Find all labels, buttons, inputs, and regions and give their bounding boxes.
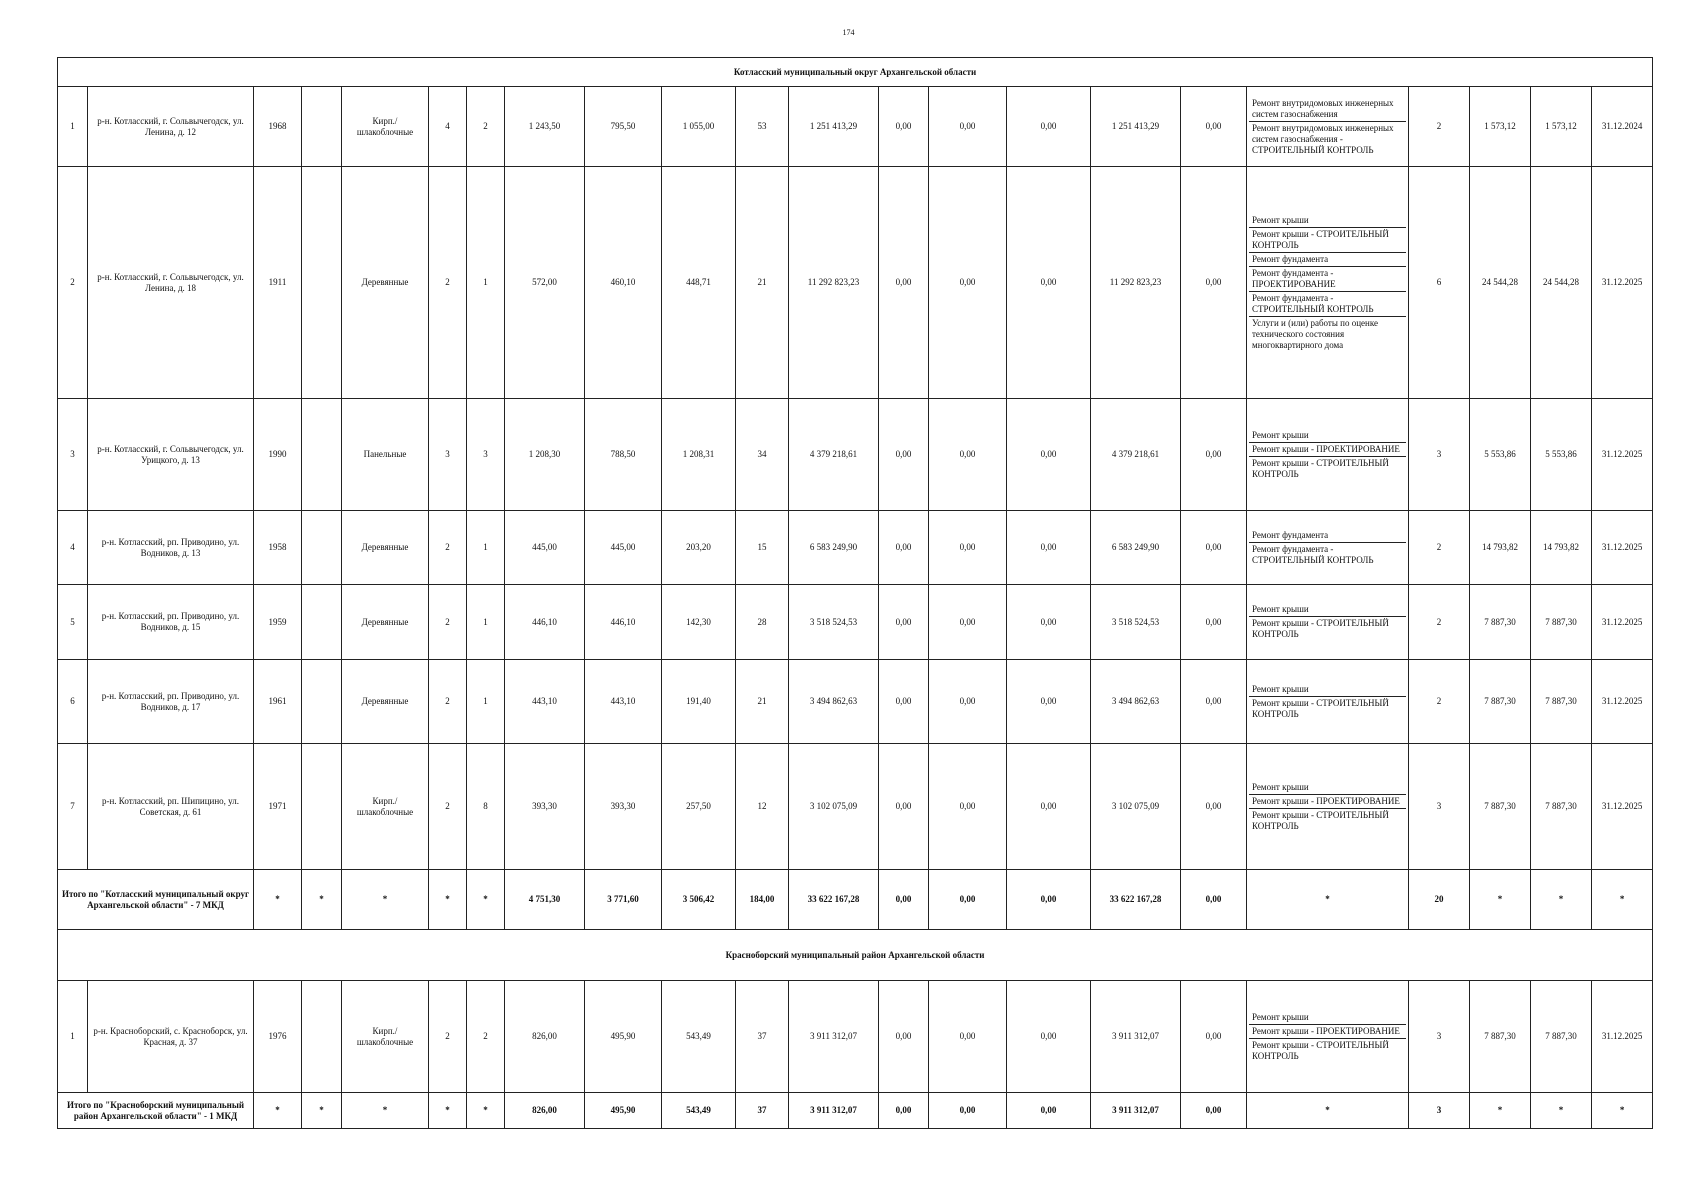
- total-fund-owners: 3 911 312,07: [1091, 1093, 1181, 1129]
- works-count-cell: 3: [1409, 744, 1470, 870]
- total-cell: *: [302, 870, 342, 930]
- total-label: Итого по "Котласский муниципальный округ Архангельской области" - 7 МКД: [58, 870, 254, 930]
- total-works: *: [1247, 870, 1409, 930]
- total-cell: *: [342, 870, 429, 930]
- wall-material-cell: Кирп./ шлакоблочные: [342, 87, 429, 167]
- year-rec-cell: [302, 744, 342, 870]
- works-cell: [1247, 87, 1409, 167]
- work-item: Услуги и (или) работы по оценке технического состояния многоквартирного дома: [1252, 317, 1378, 350]
- total-row: [58, 1093, 1653, 1129]
- year-rec-cell: [302, 399, 342, 511]
- wall-material-cell: Деревянные: [342, 585, 429, 660]
- works-cell: [1247, 167, 1409, 399]
- work-item: Ремонт крыши - ПРОЕКТИРОВАНИЕ: [1249, 1025, 1406, 1039]
- fund-owners-cell: 3 494 862,63: [1091, 660, 1181, 744]
- total-fund-fed: 0,00: [879, 1093, 929, 1129]
- fund-fed-cell: 0,00: [879, 167, 929, 399]
- work-item: Ремонт крыши - ПРОЕКТИРОВАНИЕ: [1249, 795, 1406, 809]
- cost-total-cell: 3 494 862,63: [789, 660, 879, 744]
- fund-reg-cell: 0,00: [929, 167, 1007, 399]
- total-cell: *: [254, 1093, 302, 1129]
- year-rec-cell: [302, 87, 342, 167]
- year-cell: 1961: [254, 660, 302, 744]
- work-item: Ремонт крыши - ПРОЕКТИРОВАНИЕ: [1249, 443, 1406, 457]
- total-label: Итого по "Красноборский муниципальный район Архангельской области" - 1 МКД: [58, 1093, 254, 1129]
- work-item: Ремонт крыши - СТРОИТЕЛЬНЫЙ КОНТРОЛЬ: [1252, 697, 1389, 719]
- year-rec-cell: [302, 167, 342, 399]
- area-total-cell: 393,30: [505, 744, 585, 870]
- fund-owners-cell: 4 379 218,61: [1091, 399, 1181, 511]
- address-cell: р-н. Котласский, г. Сольвычегодск, ул. Ленина, д. 12: [88, 87, 254, 167]
- max-cost-cell: 7 887,30: [1531, 981, 1592, 1093]
- area-living2-cell: 191,40: [662, 660, 736, 744]
- year-cell: 1958: [254, 511, 302, 585]
- work-item: Ремонт крыши - СТРОИТЕЛЬНЫЙ КОНТРОЛЬ: [1252, 457, 1389, 479]
- residents-cell: 53: [736, 87, 789, 167]
- wall-material-cell: Деревянные: [342, 167, 429, 399]
- section-title: Красноборский муниципальный район Архангельской области: [58, 930, 1653, 981]
- deadline-cell: 31.12.2025: [1592, 981, 1653, 1093]
- area-total-cell: 446,10: [505, 585, 585, 660]
- year-cell: 1959: [254, 585, 302, 660]
- fund-owners-cell: 6 583 249,90: [1091, 511, 1181, 585]
- fund-reg-cell: 0,00: [929, 660, 1007, 744]
- max-cost-cell: 1 573,12: [1531, 87, 1592, 167]
- area-living2-cell: 543,49: [662, 981, 736, 1093]
- entrances-cell: 8: [467, 744, 505, 870]
- area-living-cell: 460,10: [585, 167, 662, 399]
- table-row: [58, 660, 1653, 744]
- work-item: Ремонт крыши - СТРОИТЕЛЬНЫЙ КОНТРОЛЬ: [1249, 228, 1406, 253]
- total-fund-fed: 0,00: [879, 870, 929, 930]
- fund-other-cell: 0,00: [1181, 399, 1247, 511]
- total-fund-mun: 0,00: [1007, 870, 1091, 930]
- works-cell: [1247, 660, 1409, 744]
- residents-cell: 21: [736, 660, 789, 744]
- deadline-cell: 31.12.2025: [1592, 585, 1653, 660]
- total-cell: *: [302, 1093, 342, 1129]
- work-item: Ремонт крыши: [1249, 781, 1406, 795]
- works-count-cell: 2: [1409, 511, 1470, 585]
- total-area-total: 826,00: [505, 1093, 585, 1129]
- fund-mun-cell: 0,00: [1007, 399, 1091, 511]
- unit-cost-cell: 7 887,30: [1470, 660, 1531, 744]
- work-item: Ремонт крыши - СТРОИТЕЛЬНЫЙ КОНТРОЛЬ: [1252, 1039, 1389, 1061]
- section-header-row: [58, 58, 1653, 87]
- wall-material-cell: Кирп./ шлакоблочные: [342, 981, 429, 1093]
- total-fund-other: 0,00: [1181, 1093, 1247, 1129]
- year-rec-cell: [302, 511, 342, 585]
- works-count-cell: 3: [1409, 981, 1470, 1093]
- row-number: 4: [58, 511, 88, 585]
- floors-cell: 2: [429, 660, 467, 744]
- cost-total-cell: 1 251 413,29: [789, 87, 879, 167]
- unit-cost-cell: 14 793,82: [1470, 511, 1531, 585]
- fund-mun-cell: 0,00: [1007, 167, 1091, 399]
- floors-cell: 2: [429, 981, 467, 1093]
- address-cell: р-н. Котласский, рп. Приводино, ул. Водников, д. 17: [88, 660, 254, 744]
- year-rec-cell: [302, 660, 342, 744]
- total-area-living2: 3 506,42: [662, 870, 736, 930]
- total-fund-other: 0,00: [1181, 870, 1247, 930]
- entrances-cell: 1: [467, 585, 505, 660]
- total-cell: *: [342, 1093, 429, 1129]
- area-living2-cell: 203,20: [662, 511, 736, 585]
- residents-cell: 15: [736, 511, 789, 585]
- year-cell: 1976: [254, 981, 302, 1093]
- fund-other-cell: 0,00: [1181, 981, 1247, 1093]
- fund-reg-cell: 0,00: [929, 981, 1007, 1093]
- area-living-cell: 495,90: [585, 981, 662, 1093]
- total-fund-reg: 0,00: [929, 1093, 1007, 1129]
- total-area-living: 495,90: [585, 1093, 662, 1129]
- fund-fed-cell: 0,00: [879, 585, 929, 660]
- cost-total-cell: 4 379 218,61: [789, 399, 879, 511]
- fund-owners-cell: 3 911 312,07: [1091, 981, 1181, 1093]
- floors-cell: 4: [429, 87, 467, 167]
- fund-mun-cell: 0,00: [1007, 585, 1091, 660]
- year-cell: 1968: [254, 87, 302, 167]
- total-deadline: *: [1592, 870, 1653, 930]
- area-total-cell: 443,10: [505, 660, 585, 744]
- cost-total-cell: 11 292 823,23: [789, 167, 879, 399]
- works-count-cell: 2: [1409, 660, 1470, 744]
- unit-cost-cell: 7 887,30: [1470, 585, 1531, 660]
- entrances-cell: 1: [467, 660, 505, 744]
- work-item: Ремонт фундамента: [1249, 529, 1406, 543]
- unit-cost-cell: 7 887,30: [1470, 981, 1531, 1093]
- work-item: Ремонт крыши - СТРОИТЕЛЬНЫЙ КОНТРОЛЬ: [1252, 618, 1389, 639]
- entrances-cell: 2: [467, 87, 505, 167]
- fund-fed-cell: 0,00: [879, 744, 929, 870]
- address-cell: р-н. Котласский, рп. Приводино, ул. Водников, д. 13: [88, 511, 254, 585]
- area-living-cell: 445,00: [585, 511, 662, 585]
- wall-material-cell: Кирп./ шлакоблочные: [342, 744, 429, 870]
- work-item: Ремонт крыши: [1249, 1011, 1406, 1025]
- entrances-cell: 1: [467, 511, 505, 585]
- total-max-cost: *: [1531, 870, 1592, 930]
- works-cell: [1247, 981, 1409, 1093]
- fund-mun-cell: 0,00: [1007, 981, 1091, 1093]
- floors-cell: 2: [429, 744, 467, 870]
- address-cell: р-н. Котласский, рп. Шипицино, ул. Советская, д. 61: [88, 744, 254, 870]
- row-number: 5: [58, 585, 88, 660]
- wall-material-cell: Деревянные: [342, 511, 429, 585]
- section-title: Котласский муниципальный округ Архангельской области: [58, 58, 1653, 87]
- work-item: Ремонт внутридомовых инженерных систем газоснабжения - СТРОИТЕЛЬНЫЙ КОНТРОЛЬ: [1252, 122, 1394, 155]
- fund-other-cell: 0,00: [1181, 660, 1247, 744]
- work-item: Ремонт фундамента - ПРОЕКТИРОВАНИЕ: [1249, 267, 1406, 292]
- area-living-cell: 443,10: [585, 660, 662, 744]
- fund-other-cell: 0,00: [1181, 585, 1247, 660]
- area-total-cell: 826,00: [505, 981, 585, 1093]
- row-number: 1: [58, 981, 88, 1093]
- address-cell: р-н. Котласский, г. Сольвычегодск, ул. Ленина, д. 18: [88, 167, 254, 399]
- fund-owners-cell: 3 518 524,53: [1091, 585, 1181, 660]
- address-cell: р-н. Котласский, рп. Приводино, ул. Водников, д. 15: [88, 585, 254, 660]
- residents-cell: 34: [736, 399, 789, 511]
- total-fund-mun: 0,00: [1007, 1093, 1091, 1129]
- table-row: [58, 399, 1653, 511]
- cost-total-cell: 3 911 312,07: [789, 981, 879, 1093]
- area-living2-cell: 448,71: [662, 167, 736, 399]
- total-cell: *: [254, 870, 302, 930]
- row-number: 2: [58, 167, 88, 399]
- table-row: [58, 744, 1653, 870]
- max-cost-cell: 7 887,30: [1531, 660, 1592, 744]
- area-total-cell: 572,00: [505, 167, 585, 399]
- cost-total-cell: 3 518 524,53: [789, 585, 879, 660]
- area-living2-cell: 142,30: [662, 585, 736, 660]
- fund-reg-cell: 0,00: [929, 585, 1007, 660]
- table-row: [58, 585, 1653, 660]
- work-item: Ремонт фундамента - СТРОИТЕЛЬНЫЙ КОНТРОЛЬ: [1252, 543, 1374, 565]
- total-row: [58, 870, 1653, 930]
- deadline-cell: 31.12.2024: [1592, 87, 1653, 167]
- total-works-count: 3: [1409, 1093, 1470, 1129]
- works-count-cell: 2: [1409, 585, 1470, 660]
- total-cell: *: [429, 870, 467, 930]
- area-total-cell: 1 243,50: [505, 87, 585, 167]
- fund-owners-cell: 11 292 823,23: [1091, 167, 1181, 399]
- max-cost-cell: 14 793,82: [1531, 511, 1592, 585]
- entrances-cell: 3: [467, 399, 505, 511]
- work-item: Ремонт крыши - СТРОИТЕЛЬНЫЙ КОНТРОЛЬ: [1252, 809, 1389, 831]
- year-rec-cell: [302, 585, 342, 660]
- year-cell: 1911: [254, 167, 302, 399]
- area-living2-cell: 257,50: [662, 744, 736, 870]
- fund-owners-cell: 1 251 413,29: [1091, 87, 1181, 167]
- total-unit-cost: *: [1470, 1093, 1531, 1129]
- works-cell: [1247, 399, 1409, 511]
- total-unit-cost: *: [1470, 870, 1531, 930]
- fund-owners-cell: 3 102 075,09: [1091, 744, 1181, 870]
- year-cell: 1971: [254, 744, 302, 870]
- row-number: 7: [58, 744, 88, 870]
- fund-reg-cell: 0,00: [929, 744, 1007, 870]
- deadline-cell: 31.12.2025: [1592, 660, 1653, 744]
- total-cell: *: [467, 1093, 505, 1129]
- work-item: Ремонт фундамента: [1249, 253, 1406, 267]
- total-works: *: [1247, 1093, 1409, 1129]
- cost-total-cell: 3 102 075,09: [789, 744, 879, 870]
- residents-cell: 28: [736, 585, 789, 660]
- work-item: Ремонт фундамента - СТРОИТЕЛЬНЫЙ КОНТРОЛЬ: [1249, 292, 1406, 317]
- floors-cell: 2: [429, 585, 467, 660]
- row-number: 3: [58, 399, 88, 511]
- fund-fed-cell: 0,00: [879, 399, 929, 511]
- deadline-cell: 31.12.2025: [1592, 744, 1653, 870]
- max-cost-cell: 7 887,30: [1531, 585, 1592, 660]
- total-cost: 33 622 167,28: [789, 870, 879, 930]
- total-cell: *: [429, 1093, 467, 1129]
- work-item: Ремонт крыши: [1249, 214, 1406, 228]
- fund-reg-cell: 0,00: [929, 511, 1007, 585]
- address-cell: р-н. Красноборский, с. Красноборск, ул. Красная, д. 37: [88, 981, 254, 1093]
- fund-other-cell: 0,00: [1181, 87, 1247, 167]
- works-cell: [1247, 744, 1409, 870]
- unit-cost-cell: 7 887,30: [1470, 744, 1531, 870]
- table-row: [58, 87, 1653, 167]
- fund-mun-cell: 0,00: [1007, 511, 1091, 585]
- total-residents: 184,00: [736, 870, 789, 930]
- fund-other-cell: 0,00: [1181, 511, 1247, 585]
- area-living2-cell: 1 055,00: [662, 87, 736, 167]
- total-fund-owners: 33 622 167,28: [1091, 870, 1181, 930]
- area-total-cell: 445,00: [505, 511, 585, 585]
- deadline-cell: 31.12.2025: [1592, 511, 1653, 585]
- fund-mun-cell: 0,00: [1007, 87, 1091, 167]
- area-living-cell: 788,50: [585, 399, 662, 511]
- cost-total-cell: 6 583 249,90: [789, 511, 879, 585]
- unit-cost-cell: 24 544,28: [1470, 167, 1531, 399]
- fund-fed-cell: 0,00: [879, 511, 929, 585]
- total-deadline: *: [1592, 1093, 1653, 1129]
- area-living-cell: 795,50: [585, 87, 662, 167]
- fund-other-cell: 0,00: [1181, 167, 1247, 399]
- residents-cell: 21: [736, 167, 789, 399]
- wall-material-cell: Деревянные: [342, 660, 429, 744]
- address-cell: р-н. Котласский, г. Сольвычегодск, ул. Урицкого, д. 13: [88, 399, 254, 511]
- entrances-cell: 1: [467, 167, 505, 399]
- area-living-cell: 393,30: [585, 744, 662, 870]
- floors-cell: 2: [429, 511, 467, 585]
- total-cost: 3 911 312,07: [789, 1093, 879, 1129]
- area-living2-cell: 1 208,31: [662, 399, 736, 511]
- year-rec-cell: [302, 981, 342, 1093]
- area-total-cell: 1 208,30: [505, 399, 585, 511]
- total-area-living2: 543,49: [662, 1093, 736, 1129]
- repair-program-table: [57, 57, 1653, 1129]
- table-row: [58, 511, 1653, 585]
- total-area-total: 4 751,30: [505, 870, 585, 930]
- total-residents: 37: [736, 1093, 789, 1129]
- fund-reg-cell: 0,00: [929, 399, 1007, 511]
- entrances-cell: 2: [467, 981, 505, 1093]
- works-cell: [1247, 585, 1409, 660]
- total-fund-reg: 0,00: [929, 870, 1007, 930]
- works-cell: [1247, 511, 1409, 585]
- total-works-count: 20: [1409, 870, 1470, 930]
- fund-fed-cell: 0,00: [879, 87, 929, 167]
- row-number: 6: [58, 660, 88, 744]
- floors-cell: 2: [429, 167, 467, 399]
- page-number: 174: [842, 28, 855, 37]
- fund-fed-cell: 0,00: [879, 981, 929, 1093]
- residents-cell: 37: [736, 981, 789, 1093]
- table-row: [58, 981, 1653, 1093]
- fund-mun-cell: 0,00: [1007, 744, 1091, 870]
- work-item: Ремонт крыши: [1249, 429, 1406, 443]
- fund-other-cell: 0,00: [1181, 744, 1247, 870]
- table-row: [58, 167, 1653, 399]
- deadline-cell: 31.12.2025: [1592, 399, 1653, 511]
- floors-cell: 3: [429, 399, 467, 511]
- row-number: 1: [58, 87, 88, 167]
- max-cost-cell: 24 544,28: [1531, 167, 1592, 399]
- work-item: Ремонт крыши: [1249, 683, 1406, 697]
- work-item: Ремонт внутридомовых инженерных систем газоснабжения: [1249, 97, 1406, 122]
- year-cell: 1990: [254, 399, 302, 511]
- wall-material-cell: Панельные: [342, 399, 429, 511]
- deadline-cell: 31.12.2025: [1592, 167, 1653, 399]
- works-count-cell: 6: [1409, 167, 1470, 399]
- total-max-cost: *: [1531, 1093, 1592, 1129]
- total-cell: *: [467, 870, 505, 930]
- section-header-row: [58, 930, 1653, 981]
- max-cost-cell: 5 553,86: [1531, 399, 1592, 511]
- max-cost-cell: 7 887,30: [1531, 744, 1592, 870]
- total-area-living: 3 771,60: [585, 870, 662, 930]
- fund-reg-cell: 0,00: [929, 87, 1007, 167]
- area-living-cell: 446,10: [585, 585, 662, 660]
- unit-cost-cell: 5 553,86: [1470, 399, 1531, 511]
- unit-cost-cell: 1 573,12: [1470, 87, 1531, 167]
- residents-cell: 12: [736, 744, 789, 870]
- works-count-cell: 2: [1409, 87, 1470, 167]
- works-count-cell: 3: [1409, 399, 1470, 511]
- work-item: Ремонт крыши: [1249, 603, 1406, 617]
- fund-mun-cell: 0,00: [1007, 660, 1091, 744]
- fund-fed-cell: 0,00: [879, 660, 929, 744]
